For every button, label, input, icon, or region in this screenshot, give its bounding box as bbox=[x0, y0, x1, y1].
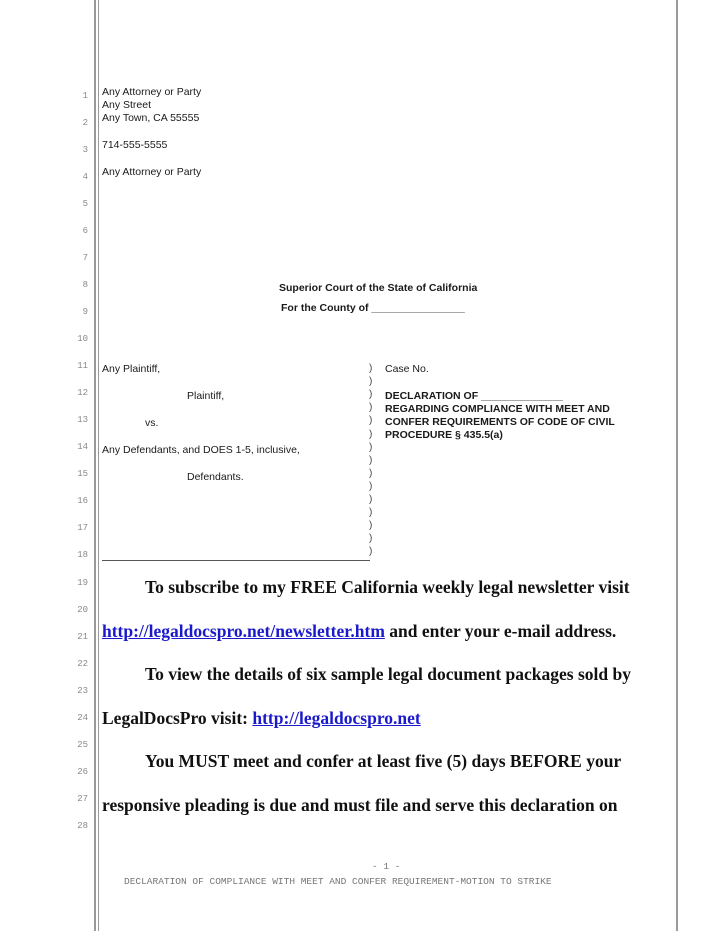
body-paragraph-1-line-1: To subscribe to my FREE California weekly legal newsletter visit bbox=[145, 577, 630, 597]
body-paragraph-2-line-2 bbox=[102, 708, 421, 729]
caption-paren: ) bbox=[369, 533, 373, 545]
attorney-street: Any Street bbox=[102, 99, 152, 111]
line-number: 24 bbox=[77, 713, 88, 723]
versus-label: vs. bbox=[145, 417, 159, 429]
line-number: 22 bbox=[77, 659, 88, 669]
caption-paren: ) bbox=[369, 428, 373, 440]
line-number: 1 bbox=[82, 91, 88, 101]
body-paragraph-3-line-1: You MUST meet and confer at least five (5) days BEFORE your bbox=[145, 751, 622, 771]
line-number: 18 bbox=[77, 550, 88, 560]
line-number: 12 bbox=[77, 388, 88, 398]
caption-paren: ) bbox=[369, 507, 373, 519]
left-margin-rule-outer bbox=[94, 0, 96, 931]
line-number: 14 bbox=[77, 442, 88, 452]
line-number: 26 bbox=[77, 767, 88, 777]
caption-paren: ) bbox=[369, 454, 373, 466]
line-number: 19 bbox=[77, 578, 88, 588]
line-number: 17 bbox=[77, 523, 88, 533]
document-title-line-4: PROCEDURE § 435.5(a) bbox=[385, 429, 503, 441]
line-number: 3 bbox=[82, 145, 88, 155]
page-number: - 1 - bbox=[372, 861, 401, 872]
body-paragraph-1-line-2 bbox=[102, 621, 616, 642]
line-number: 4 bbox=[82, 172, 88, 182]
line-number: 11 bbox=[77, 361, 88, 371]
line-number: 27 bbox=[77, 794, 88, 804]
line-number: 7 bbox=[82, 253, 88, 263]
attorney-city: Any Town, CA 55555 bbox=[102, 112, 200, 124]
line-number: 2 bbox=[82, 118, 88, 128]
line-number: 5 bbox=[82, 199, 88, 209]
caption-paren: ) bbox=[369, 480, 373, 492]
line-number: 21 bbox=[77, 632, 88, 642]
court-title: Superior Court of the State of California bbox=[279, 282, 478, 294]
line-number: 23 bbox=[77, 686, 88, 696]
plaintiff-label: Plaintiff, bbox=[187, 390, 225, 402]
line-number: 16 bbox=[77, 496, 88, 506]
caption-paren: ) bbox=[369, 546, 373, 558]
defendant-name: Any Defendants, and DOES 1-5, inclusive, bbox=[102, 444, 300, 456]
line-number: 15 bbox=[77, 469, 88, 479]
document-title-line-2: REGARDING COMPLIANCE WITH MEET AND bbox=[385, 403, 610, 415]
court-county: For the County of ________________ bbox=[281, 302, 465, 314]
footer-title: DECLARATION OF COMPLIANCE WITH MEET AND CONFER REQUIREMENT-MOTION TO STRIKE bbox=[124, 876, 552, 887]
caption-paren: ) bbox=[369, 415, 373, 427]
caption-paren: ) bbox=[369, 520, 373, 532]
case-number-label: Case No. bbox=[385, 363, 429, 375]
newsletter-link[interactable]: http://legaldocspro.net/newsletter.htm bbox=[102, 621, 385, 641]
caption-bottom-rule bbox=[102, 560, 370, 561]
line-number: 13 bbox=[77, 415, 88, 425]
attorney-name: Any Attorney or Party bbox=[102, 86, 202, 98]
document-title-line-1: DECLARATION OF ______________ bbox=[385, 390, 563, 402]
line-number: 8 bbox=[82, 280, 88, 290]
caption-paren: ) bbox=[369, 441, 373, 453]
left-margin-rule-inner bbox=[98, 0, 99, 931]
caption-paren: ) bbox=[369, 363, 373, 374]
body-paragraph-3-line-2: responsive pleading is due and must file and serve this declaration on bbox=[102, 795, 618, 815]
caption-paren: ) bbox=[369, 376, 373, 388]
line-number: 6 bbox=[82, 226, 88, 236]
caption-paren: ) bbox=[369, 467, 373, 479]
document-title-line-3: CONFER REQUIREMENTS OF CODE OF CIVIL bbox=[385, 416, 615, 428]
line-number: 20 bbox=[77, 605, 88, 615]
defendant-label: Defendants. bbox=[187, 471, 244, 483]
caption-paren: ) bbox=[369, 494, 373, 505]
body-paragraph-2-prefix: LegalDocsPro visit: bbox=[102, 708, 253, 728]
right-margin-rule bbox=[676, 0, 678, 931]
caption-paren: ) bbox=[369, 389, 373, 401]
body-paragraph-2-line-1: To view the details of six sample legal document packages sold by bbox=[145, 664, 631, 684]
legaldocspro-link[interactable]: http://legaldocspro.net bbox=[252, 708, 421, 728]
caption-paren: ) bbox=[369, 402, 373, 414]
line-number: 25 bbox=[77, 740, 88, 750]
body-paragraph-1-rest: and enter your e-mail address. bbox=[384, 621, 617, 641]
attorney-phone: 714-555-5555 bbox=[102, 139, 168, 151]
plaintiff-name: Any Plaintiff, bbox=[102, 363, 161, 375]
attorney-for: Any Attorney or Party bbox=[102, 166, 202, 178]
line-number: 10 bbox=[77, 334, 88, 344]
line-number: 28 bbox=[77, 821, 88, 831]
line-number: 9 bbox=[82, 307, 88, 317]
